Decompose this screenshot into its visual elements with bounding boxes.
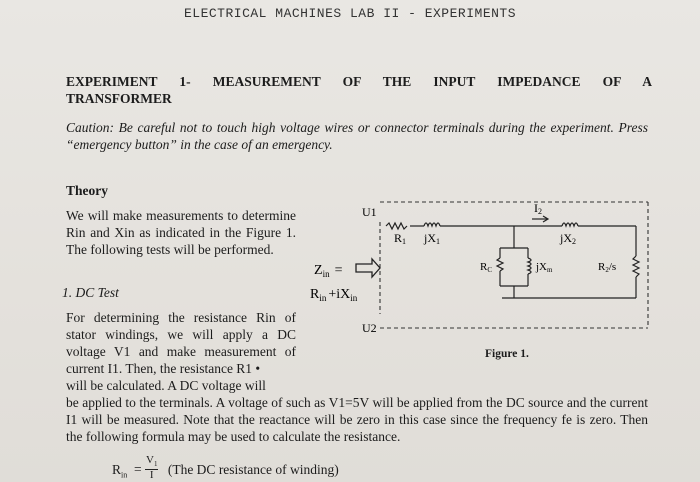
theory-intro-text: We will make measurements to determine Rin and Xin as indicated in the Figure 1. The following tests will be performed. — [66, 208, 296, 257]
experiment-title: EXPERIMENT 1- MEASUREMENT OF THE INPUT IMPEDANCE OF A — [66, 74, 652, 89]
u1-label: U1 — [362, 205, 377, 219]
theory-heading: Theory — [66, 183, 108, 198]
equivalent-circuit-figure — [300, 190, 660, 350]
dashed-outline — [380, 202, 648, 328]
dc-test-paragraph-left: For determining the resistance Rin of stator windings, we will apply a DC voltage V1 and make measurement of current I1. Then, the resistance R1 • — [66, 310, 296, 376]
resistance-formula: $R_{in}$ = $\frac{V_1}{I}$ (The DC resistance of winding) — [112, 454, 339, 482]
zin-label: $Z_{in}$ = — [314, 263, 343, 279]
jx2-inductor-symbol — [562, 223, 578, 226]
rc-resistor-symbol — [497, 258, 503, 271]
theory-intro — [66, 207, 296, 258]
zin-arrow-icon — [356, 259, 380, 277]
dc-test-paragraph-rest: be applied to the terminals. A voltage of such as V1=5V will be applied from the DC source and the current I1 will be measured. Note that the reactance will be zero in this case since the frequency fe is zero. Then the following formula may be used to calculate the resistance. — [66, 395, 648, 444]
r1-resistor-symbol — [386, 223, 407, 229]
page-header: ELECTRICAL MACHINES LAB II - EXPERIMENTS — [183, 6, 517, 21]
formula-lhs: $R_{in}$ — [112, 461, 128, 480]
jx1-inductor-symbol — [424, 223, 440, 226]
r1-label: R1 — [394, 231, 407, 246]
r2s-resistor-symbol — [633, 256, 639, 277]
caution-note: Caution: Be careful not to touch high voltage wires or connector terminals during the experiment. Press “emergency button” in the case of an emergency. — [66, 120, 648, 152]
dc-test-paragraph-first-line: will be calculated. A DC voltage will — [66, 378, 266, 393]
jx1-label: jX1 — [424, 231, 440, 246]
jx2-label: jX2 — [560, 231, 576, 246]
rc-label: RC — [480, 261, 493, 274]
jxm-label: jXm — [536, 261, 553, 274]
r2s-label: R2/s — [598, 261, 617, 274]
formula-fraction: $\frac{V_1}{I}$ — [146, 454, 158, 482]
dc-test-paragraph — [66, 377, 648, 445]
u2-label: U2 — [362, 321, 377, 335]
dc-test-heading: 1. DC Test — [62, 285, 119, 300]
figure-caption: Figure 1. — [485, 348, 529, 360]
jxm-inductor-symbol — [528, 258, 531, 274]
formula-note: (The DC resistance of winding) — [167, 461, 339, 477]
experiment-title-cont: TRANSFORMER — [66, 91, 172, 106]
i2-label: I2 — [534, 201, 542, 216]
rin-xin-label: $R_{in} +iX_{in}$ — [310, 287, 358, 303]
